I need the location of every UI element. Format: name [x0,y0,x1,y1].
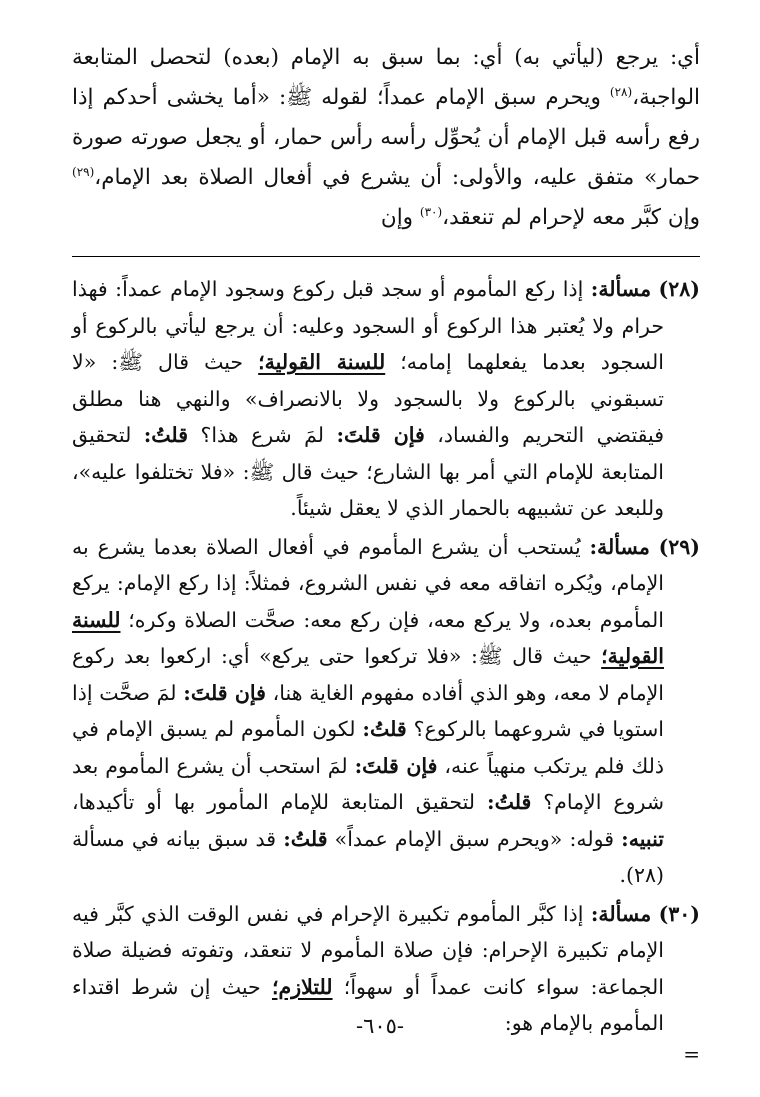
footnote-text: قوله: «ويحرم سبق الإمام عمداً» [327,826,622,851]
footnote-keyword: قلتُ: [283,826,328,851]
footnote-keyword: للسنة القولية؛ [258,350,386,374]
main-text [72,38,700,238]
footnote-keyword: مسألة: [590,277,652,301]
footnote-keyword: فإن قلتَ: [183,680,266,705]
continuation-mark: = [683,1041,700,1066]
footnote-keyword: للتلازم؛ [271,974,333,999]
footnote-keyword: تنبيه: [621,826,664,851]
footnote-text: يُستحب أن يشرع المأموم في أفعال الصلاة بعدما يشرع به الإمام، ويُكره اتفاقه معه في نفس الشروع، فمثلاً: إذا ركع الإمام: يركع المأموم بعده، ولا يركع معه، فإن ركع معه: صحَّت الصلاة وكره؛ [72,534,664,632]
footnote [72,271,700,527]
footnotes [72,271,700,1042]
footnote-keyword: فإن قلتَ: [336,423,425,447]
footnote-text: قد سبق بيانه في مسألة (٢٨). [72,826,664,887]
footnote-ref-29[interactable]: (٢٩) [72,164,95,179]
footnote-text: إذا كبَّر المأموم تكبيرة الإحرام في نفس الوقت الذي كبَّر فيه الإمام تكبيرة الإحرام: فإن صلاة المأموم لا تنعقد، وتفوته فضيلة صلاة الجماعة: سواء كانت عمداً أو سهواً؛ [72,901,664,999]
footnote-number: (٣٠) [658,901,700,926]
footnote-ref-28[interactable]: (٢٨) [609,84,633,99]
main-text-part-1: أي: يرجع (ليأتي به) أي: بما سبق به الإمام (بعده) لتحصل المتابعة الواجبة، [72,45,700,110]
footnote-text: إذا ركع المأموم أو سجد قبل ركوع وسجود الإمام عمداً: فهذا حرام ولا يُعتبر هذا الركوع أو السجود وعليه: أن يرجع ليأتي بالركوع أو السجود بعدما يفعلهما إمامه؛ [72,277,664,374]
footnote-text: حيث قال ﷺ: «لا تسبقوني بالركوع ولا بالسجود ولا بالانصراف» والنهي هنا مطلق فيقتضي التحريم والفساد، [72,350,665,447]
footnote-text: لمَ شرع هذا؟ [188,423,337,447]
footnote-number: (٢٩) [658,534,700,559]
footnote-keyword: قلتُ: [362,717,407,741]
footnote-keyword: مسألة: [589,534,650,559]
footnote-keyword: مسألة: [590,901,652,926]
footnote-text: حيث إن شرط اقتداء المأموم بالإمام هو: [72,974,664,1035]
main-text-part-2: ويحرم سبق الإمام عمداً؛ لقوله ﷺ: «أما يخشى أحدكم إذا رفع رأسه قبل الإمام أن يُحوِّل رأسه رأس حمار، أو يجعل صورته صورة حمار» متفق عليه، والأولى: أن يشرع في أفعال الصلاة بعد الإمام، [72,85,700,190]
footnote-keyword: قلتُ: [143,423,189,447]
footnote-number: (٢٨) [658,277,700,301]
page-body [72,38,700,1066]
footnote-text: لمَ استحب أن يشرع المأموم بعد شروع الإمام؟ [72,753,664,814]
footnote-text: لتحقيق المتابعة للإمام التي أمر بها الشارع؛ حيث قال ﷺ: «فلا تختلفوا عليه»، وللبعد عن تشبيهه بالحمار الذي لا يعقل شيئاً. [72,423,664,520]
footnote-text: لتحقيق المتابعة للإمام المأمور بها أو تأكيدها، [72,790,487,814]
footnote-keyword: قلتُ: [487,790,532,814]
footnote-ref-30[interactable]: (٣٠) [419,204,443,219]
main-text-part-3: وإن كبَّر معه لإحرام لم تنعقد، [442,205,700,230]
main-text-part-4: وإن [380,205,420,230]
footnote-text: لمَ صحَّت إذا استويا في شروعهما بالركوع؟ [72,680,664,741]
footnote [72,529,700,894]
footnote-text: لكون المأموم لم يسبق الإمام في ذلك فلم يرتكب منهياً عنه، [72,717,664,778]
footnote-keyword: للسنة القولية؛ [72,607,664,668]
footnote-keyword: فإن قلتَ: [354,753,438,778]
footnote-text: حيث قال ﷺ: «فلا تركعوا حتى يركع» أي: اركعوا بعد ركوع الإمام لا معه، وهو الذي أفاده مفهوم الغاية هنا، [72,644,664,705]
page-number: -٦٠٥- [355,1014,405,1038]
footnote-separator [72,256,700,257]
